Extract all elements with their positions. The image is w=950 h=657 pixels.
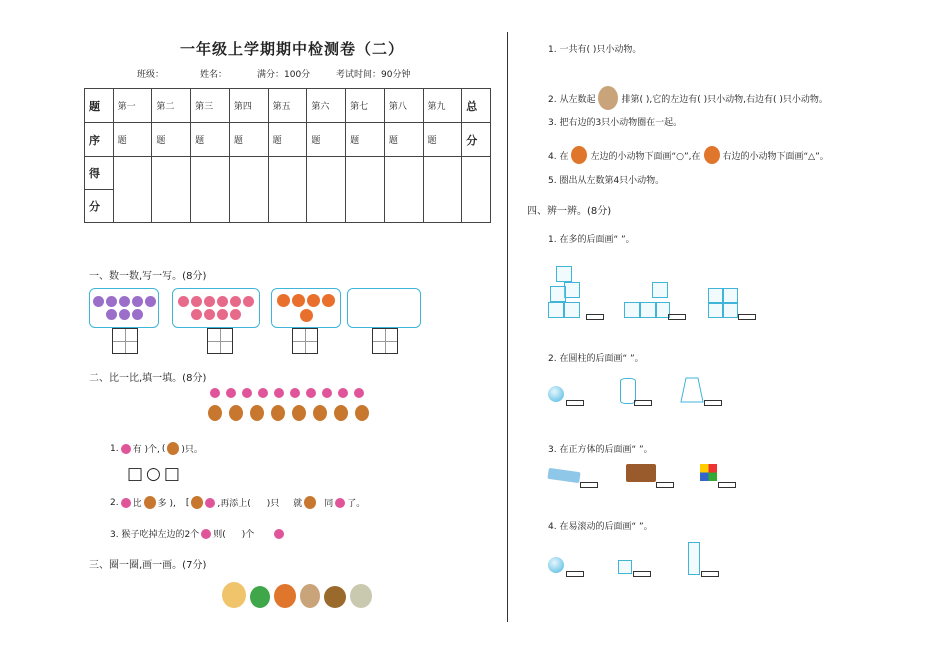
score-cell[interactable] [384, 157, 423, 223]
s4-question1: 1. 在多的后面画“ ”。 [548, 235, 635, 245]
answer-box[interactable] [207, 328, 233, 354]
section1-heading: 一、数一数,写一写。(8分) [89, 271, 207, 282]
monkey-icon [250, 405, 264, 421]
table-header-cell: 第五 [268, 89, 307, 123]
q-text: )个 [241, 530, 255, 540]
s3-question1: 1. 一共有( )只小动物。 [548, 45, 642, 55]
q-text: 有 )个, [132, 445, 160, 455]
squirrel-icon [307, 294, 320, 307]
s3-question2 [548, 86, 828, 110]
q-text: 左边的小动物下面画“○”,在 [590, 151, 701, 162]
flower-icon [243, 296, 254, 307]
table-header-cell: 第二 [152, 89, 191, 123]
q-text: 右边的小动物下面画“△”。 [722, 151, 829, 162]
dog-icon [571, 146, 587, 164]
table-header-cell: 分 [462, 123, 491, 157]
peach-row [210, 388, 364, 398]
table-header-cell: 总 [462, 89, 491, 123]
flower-box [172, 288, 260, 328]
q-text: 比 [132, 499, 142, 509]
peach-icon [354, 388, 364, 398]
s3-question5: 5. 圈出从左数第4只小动物。 [548, 176, 665, 186]
name-label: 姓名： [200, 70, 228, 80]
full-score-label: 满分：100分 [257, 70, 311, 80]
q-text: 则( [213, 530, 226, 540]
column-divider [507, 32, 508, 622]
page-title: 一年级上学期期中检测卷（二） [180, 40, 405, 58]
answer-box[interactable] [292, 328, 318, 354]
q-text: [ [185, 497, 190, 508]
table-header-cell: 第四 [229, 89, 268, 123]
mushroom-icon [132, 309, 143, 320]
monkey-row [208, 405, 369, 421]
table-header-cell: 第七 [346, 89, 385, 123]
monkey-icon [271, 405, 285, 421]
mushroom-icon [93, 296, 104, 307]
monkey-icon [191, 496, 203, 509]
q-text: 就 [293, 499, 303, 509]
monkey-icon [208, 405, 222, 421]
answer-blank[interactable] [656, 482, 674, 488]
horse-icon [222, 582, 246, 608]
score-cell[interactable] [268, 157, 307, 223]
s3-question3: 3. 把右边的3只小动物圈在一起。 [548, 118, 683, 128]
table-header-cell: 题 [423, 123, 462, 157]
rabbit-icon [300, 584, 320, 608]
score-table [84, 88, 491, 223]
peach-icon [205, 498, 215, 508]
mushroom-icon [119, 309, 130, 320]
q-text: 多 ), [157, 499, 176, 509]
table-header-cell: 题 [268, 123, 307, 157]
s2-question1 [110, 442, 203, 455]
score-cell[interactable] [423, 157, 462, 223]
lion-icon [324, 586, 346, 608]
score-cell[interactable] [229, 157, 268, 223]
peach-icon [274, 529, 284, 539]
peach-icon [306, 388, 316, 398]
answer-blank[interactable] [586, 314, 604, 320]
peach-icon [121, 444, 131, 454]
flower-icon [230, 309, 241, 320]
peach-icon [242, 388, 252, 398]
table-header-cell: 题 [113, 123, 152, 157]
peach-icon [335, 498, 345, 508]
answer-blank[interactable] [718, 482, 736, 488]
sphere-icon [548, 557, 564, 573]
table-header-cell: 题 [85, 89, 114, 123]
q-number: 1. [110, 443, 119, 454]
table-header-cell: 题 [191, 123, 230, 157]
monkey-icon [144, 496, 156, 509]
s4-question3: 3. 在正方体的后面画“ ”。 [548, 445, 653, 455]
sphere-icon [548, 386, 564, 402]
frog-icon [250, 586, 270, 608]
flower-icon [191, 296, 202, 307]
mushroom-icon [145, 296, 156, 307]
answer-blank[interactable] [738, 314, 756, 320]
table-header-cell: 第九 [423, 89, 462, 123]
peach-icon [226, 388, 236, 398]
score-cell[interactable] [113, 157, 152, 223]
score-cell[interactable] [191, 157, 230, 223]
answer-blank[interactable] [701, 571, 719, 577]
class-label: 班级： [137, 70, 165, 80]
table-header-cell: 题 [229, 123, 268, 157]
answer-blank[interactable] [633, 571, 651, 577]
table-header-cell: 序 [85, 123, 114, 157]
section2-heading: 二、比一比,填一填。(8分) [89, 373, 207, 384]
table-header-cell: 题 [346, 123, 385, 157]
table-header-cell: 题 [152, 123, 191, 157]
score-cell[interactable] [346, 157, 385, 223]
monkey-icon [313, 405, 327, 421]
monkey-icon [334, 405, 348, 421]
rubiks-cube-icon [700, 464, 717, 481]
peach-icon [201, 529, 211, 539]
pencil-box-icon [547, 468, 580, 483]
q-text: )只。 [181, 445, 203, 455]
table-header-cell: 第一 [113, 89, 152, 123]
rabbit-icon [598, 86, 618, 110]
answer-box[interactable] [112, 328, 138, 354]
table-header-cell: 第三 [191, 89, 230, 123]
empty-draw-box[interactable] [347, 288, 421, 328]
squirrel-box [271, 288, 341, 328]
answer-blank[interactable] [566, 400, 584, 406]
goat-icon [350, 584, 372, 608]
flower-icon [191, 309, 202, 320]
score-cell[interactable] [462, 157, 491, 223]
q-text: 2. 从左数起 [548, 94, 596, 105]
q-text: ,再添上( [217, 499, 251, 509]
score-cell[interactable] [152, 157, 191, 223]
mushroom-icon [119, 296, 130, 307]
peach-icon [322, 388, 332, 398]
cube-icon [618, 560, 632, 574]
monkey-icon [229, 405, 243, 421]
flower-icon [204, 309, 215, 320]
squirrel-icon [322, 294, 335, 307]
flower-icon [217, 296, 228, 307]
score-cell[interactable] [307, 157, 346, 223]
animal-row [222, 582, 372, 608]
q-text: 4. 在 [548, 151, 569, 162]
monkey-icon [304, 496, 316, 509]
s3-question4 [548, 146, 829, 164]
q-text: ( [161, 443, 166, 454]
squirrel-icon [292, 294, 305, 307]
s2-question3 [110, 527, 284, 540]
s4-question2: 2. 在圆柱的后面画“ ”。 [548, 354, 644, 364]
answer-blank[interactable] [668, 314, 686, 320]
monkey-icon [355, 405, 369, 421]
answer-blank[interactable] [566, 571, 584, 577]
dog-icon [274, 584, 296, 608]
peach-icon [210, 388, 220, 398]
s4-question4: 4. 在易滚动的后面画“ ”。 [548, 522, 653, 532]
peach-icon [338, 388, 348, 398]
q-text: 3. 猴子吃掉左边的2个 [110, 530, 200, 540]
flower-icon [230, 296, 241, 307]
peach-icon [258, 388, 268, 398]
squirrel-icon [300, 309, 313, 322]
mushroom-icon [106, 309, 117, 320]
compare-shapes: □○□ [127, 464, 183, 484]
q-text: 排第( ),它的左边有( )只小动物,右边有( )只小动物。 [621, 94, 828, 105]
frustum-icon [680, 376, 704, 404]
flower-icon [217, 309, 228, 320]
answer-blank[interactable] [580, 482, 598, 488]
section3-heading: 三、圈一圈,画一画。(7分) [89, 560, 207, 571]
table-header-cell: 第六 [307, 89, 346, 123]
flower-icon [178, 296, 189, 307]
exam-time-label: 考试时间：90分钟 [336, 70, 411, 80]
cuboid-icon [688, 542, 700, 575]
peach-icon [274, 388, 284, 398]
table-header-cell: 第八 [384, 89, 423, 123]
answer-blank[interactable] [704, 400, 722, 406]
q-number: 2. [110, 497, 119, 508]
s2-question2 [110, 496, 365, 509]
q-text: )只 [266, 499, 280, 509]
mushroom-box [89, 288, 159, 328]
q-text: 同 [324, 499, 334, 509]
answer-blank[interactable] [634, 400, 652, 406]
peach-icon [121, 498, 131, 508]
squirrel-icon [277, 294, 290, 307]
row-label: 分 [85, 190, 114, 223]
table-header-cell: 题 [307, 123, 346, 157]
mushroom-icon [132, 296, 143, 307]
answer-box[interactable] [372, 328, 398, 354]
table-header-cell: 题 [384, 123, 423, 157]
section4-heading: 四、辨一辨。(8分) [527, 206, 612, 217]
flower-icon [204, 296, 215, 307]
q-text: 了。 [347, 499, 366, 509]
row-label: 得 [85, 157, 114, 190]
monkey-icon [167, 442, 179, 455]
peach-icon [290, 388, 300, 398]
mushroom-icon [106, 296, 117, 307]
box-icon [626, 464, 656, 482]
dog-icon [704, 146, 720, 164]
monkey-icon [292, 405, 306, 421]
